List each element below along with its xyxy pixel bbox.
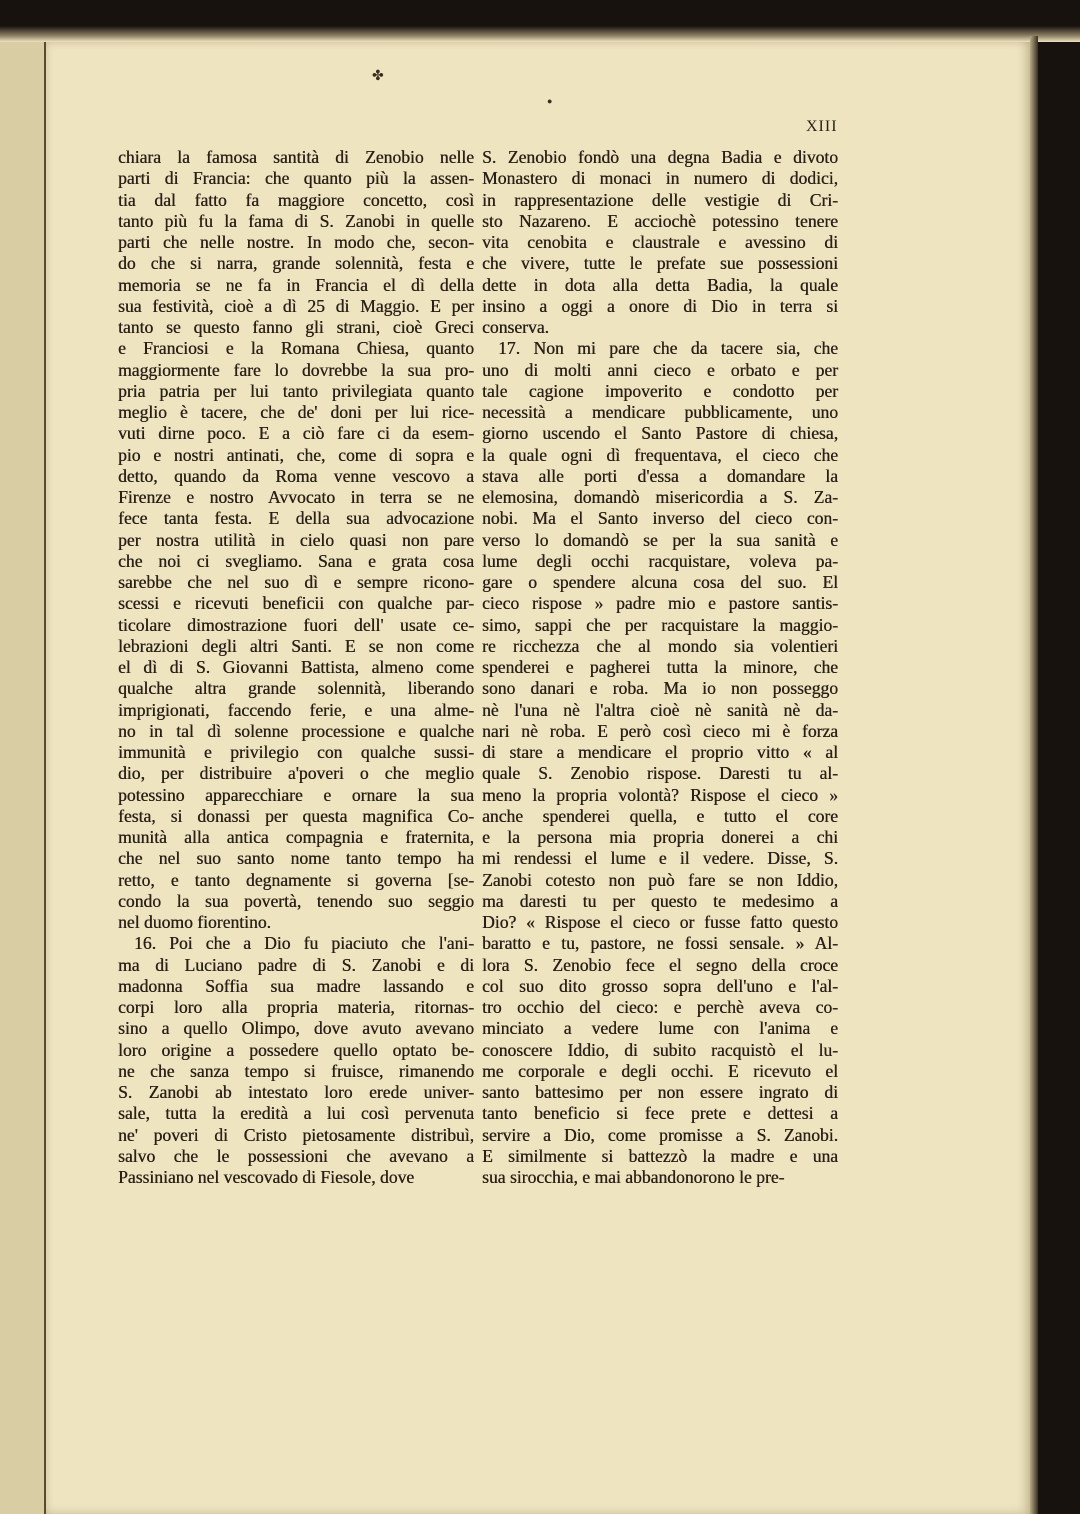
text-line: cieco rispose » padre mio e pastore santis- [482,593,838,614]
text-line: conoscere Iddio, di subito racquistò el lu- [482,1039,838,1060]
text-line: tanto beneficio si fece prete e dettesi a [482,1103,838,1124]
text-line: lora S. Zenobio fece el segno della croce [482,954,838,975]
text-line: servire a Dio, come promisse a S. Zanobi. [482,1124,838,1145]
text-line: col suo dito grosso sopra dell'uno e l'al- [482,975,838,996]
text-line: do che si narra, grande solennità, festa e [118,253,474,274]
left-text-column [118,147,474,1188]
text-line: no in tal dì solenne processione e qualche [118,720,474,741]
text-line: conserva. [482,317,549,337]
ink-dot: ● [547,96,553,106]
text-line: Firenze e nostro Avvocato in terra se ne [118,487,474,507]
text-line: tanto se questo fanno gli strani, cioè Greci [118,317,474,337]
text-line: Zanobi cotesto non può fare se non Iddio, [482,869,838,890]
previous-page-edge [0,38,46,1514]
text-line: in rappresentazione delle vestigie di Cri- [482,189,838,210]
text-line: spenderei e pagherei tutta la minore, che [482,657,838,677]
text-line: per nostra utilità in cielo quasi non pare [118,529,474,550]
text-line: detto, quando da Roma venne vescovo a [118,465,474,486]
text-line: e la persona mia propria donerei a chi [482,827,838,847]
text-line: lume degli occhi racquistare, voleva pa- [482,550,838,571]
text-line: festa, si donassi per questa magnifica Co- [118,805,474,826]
text-line: 17. Non mi pare che da tacere sia, che [498,338,838,359]
text-line: parti di Francia: che quanto più la assen- [118,168,474,189]
text-line: maggiormente fare lo dovrebbe la sua pro- [118,359,474,380]
text-line: pio e nostri antinati, che, come di sopra e [118,444,474,465]
text-line: sino a quello Olimpo, dove avuto avevano [118,1018,474,1039]
text-line: tale cagione impoverito e condotto per [482,380,838,401]
text-line: sono danari e roba. Ma io non posseggo [482,678,838,699]
text-line: salvo che le possessioni che avevano a [118,1145,474,1166]
text-line: me corporale e degli occhi. E ricevuto el [482,1060,838,1081]
text-line: necessità a mendicare pubblicamente, uno [482,402,838,422]
text-line: simo, sappi che per racquistare la maggio- [482,614,838,635]
text-line: 16. Poi che a Dio fu piaciuto che l'ani- [134,933,474,954]
text-line: che vivere, tutte le prefate sue possessioni [482,253,838,274]
text-line: qualche altra grande solennità, liberando [118,678,474,699]
text-line: condo la sua povertà, tenendo suo seggio [118,890,474,911]
text-line: corpi loro alla propria materia, ritornas- [118,997,474,1017]
ink-mark: ✤ [372,69,384,84]
text-line: parti che nelle nostre. In modo che, secon- [118,232,474,252]
text-line: nel duomo fiorentino. [118,912,271,932]
text-line: retto, e tanto degnamente si governa [se- [118,869,474,890]
text-line: munità alla antica compagnia e fraternita, [118,827,474,847]
right-text-column [482,147,838,1188]
text-line: S. Zanobi ab intestato loro erede univer- [118,1082,474,1102]
text-line: mi rendessi el lume e il vedere. Disse, S. [482,848,838,869]
text-line: fece tanta festa. E della sua advocazione [118,508,474,529]
text-line: sua sirocchia, e mai abbandonorono le pre- [482,1167,785,1187]
text-line: ma daresti tu per questo te medesimo a [482,890,838,911]
text-line: vuti dirne poco. E a ciò fare ci da esem- [118,423,474,444]
text-line: ne che sanza tempo si fruisce, rimanendo [118,1060,474,1081]
text-line: potessino apparecchiare e ornare la sua [118,784,474,805]
text-line: tanto più fu la fama di S. Zanobi in quelle [118,210,474,231]
text-line: pria patria per lui tanto privilegiata quanto [118,380,474,401]
text-line: loro origine a possedere quello optato be- [118,1039,474,1060]
page-number: XIII [806,118,838,135]
text-line: sale, tutta la eredità a lui così pervenuta [118,1103,474,1124]
text-line: el dì di S. Giovanni Battista, almeno come [118,657,474,677]
text-line: verso lo domandò se per la sua sanità e [482,529,838,550]
page-right-edge [1030,36,1038,1514]
text-line: sto Nazareno. E acciochè potessino tenere [482,210,838,231]
text-line: immunità e privilegio con qualche sussi- [118,742,474,762]
text-line: e Franciosi e la Romana Chiesa, quanto [118,338,474,359]
text-line: giorno uscendo el Santo Pastore di chiesa, [482,423,838,444]
text-line: re ricchezza che al mondo sia volentieri [482,635,838,656]
text-line: ticolare dimostrazione fuori dell' usate ce- [118,614,474,635]
text-line: tia dal fatto fa maggiore concetto, così [118,189,474,210]
text-line: gare o spendere alcuna cosa del suo. El [482,572,838,592]
text-line: sua festività, cioè a dì 25 di Maggio. E per [118,295,474,316]
text-line: lebrazioni degli altri Santi. E se non come [118,635,474,656]
text-line: di stare a mendicare el proprio vitto « al [482,742,838,762]
text-line: anche spenderei quella, e tutto el core [482,805,838,826]
text-line: Passiniano nel vescovado di Fiesole, dove [118,1167,415,1187]
text-line: madonna Soffia sua madre lassando e [118,975,474,996]
text-line: quale S. Zenobio rispose. Daresti tu al- [482,763,838,784]
text-line: imprigionati, faccendo ferie, e una alme- [118,699,474,720]
text-line: santo battesimo per non essere ingrato di [482,1082,838,1102]
text-line: vita cenobita e claustrale e avessino di [482,232,838,252]
text-line: tro occhio del cieco: e perchè aveva co- [482,997,838,1017]
text-line: dio, per distribuire a'poveri o che meglio [118,763,474,784]
text-line: baratto e tu, pastore, ne fossi sensale. » Al- [482,933,838,954]
text-line: ne' poveri di Cristo pietosamente distribuì, [118,1124,474,1145]
text-line: chiara la famosa santità di Zenobio nelle [118,147,474,167]
text-line: meglio è tacere, che de' doni per lui rice- [118,402,474,422]
text-line: nè l'una nè l'altra cioè nè sanità nè da- [482,699,838,720]
text-line: insino a oggi a onore di Dio in terra si [482,295,838,316]
text-line: memoria se ne fa in Francia el dì della [118,274,474,295]
text-line: S. Zenobio fondò una degna Badia e divoto [482,147,838,167]
text-line: stava alle porti d'essa a domandare la [482,465,838,486]
page-top-edge [0,26,1080,42]
text-line: meno la propria volontà? Rispose el cieco » [482,784,838,805]
text-line: scessi e ricevuti beneficii con qualche par- [118,593,474,614]
text-line: E similmente si battezzò la madre e una [482,1145,838,1166]
text-line: Dio? « Rispose el cieco or fusse fatto questo [482,912,838,932]
text-line: sarebbe che nel suo dì e sempre ricono- [118,572,474,592]
text-line: uno di molti anni cieco e orbato e per [482,359,838,380]
text-line: dette in dota alla detta Badia, la quale [482,274,838,295]
text-line: nari nè roba. E però così cieco mi è forza [482,720,838,741]
text-line: nobi. Ma el Santo inverso del cieco con- [482,508,838,529]
text-line: elemosina, domandò misericordia a S. Za- [482,487,838,507]
text-line: minciato a vedere lume con l'anima e [482,1018,838,1039]
text-line: Monastero di monaci in numero di dodici, [482,168,838,189]
text-line: che nel suo santo nome tanto tempo ha [118,848,474,869]
text-line: la quale ogni dì frequentava, el cieco che [482,444,838,465]
text-line: ma di Luciano padre di S. Zanobi e di [118,954,474,975]
text-line: che noi ci svegliamo. Sana e grata cosa [118,550,474,571]
